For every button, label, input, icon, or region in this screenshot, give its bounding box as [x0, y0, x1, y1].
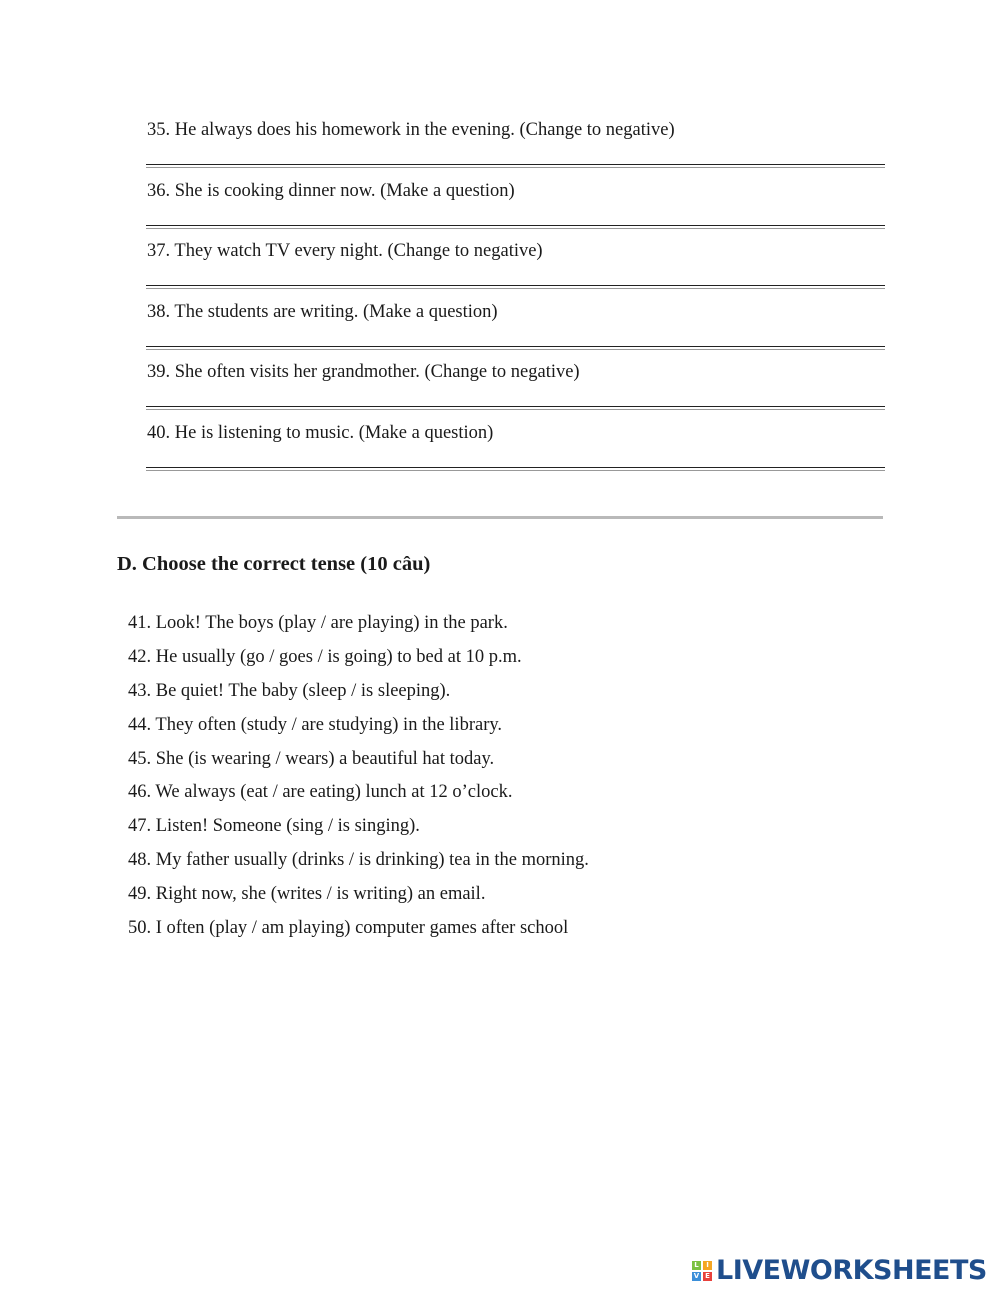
tense-item-49: 49. Right now, she (writes / is writing) an email. [128, 884, 486, 905]
exercise-39-question: 39. She often visits her grandmother. (Change to negative) [147, 362, 580, 382]
exercise-40-question: 40. He is listening to music. (Make a question) [147, 422, 494, 443]
logo-letter-v: V [693, 1272, 700, 1280]
exercise-38 [146, 301, 885, 361]
exercise-36-answer-line[interactable] [146, 225, 885, 229]
tense-item-42: 42. He usually (go / goes / is going) to bed at 10 p.m. [128, 646, 522, 667]
tense-item-46: 46. We always (eat / are eating) lunch at 12 o’clock. [128, 782, 513, 803]
exercise-40-answer-line[interactable] [146, 467, 885, 471]
logo-letter-l: L [692, 1261, 701, 1270]
logo-letter-i: I [703, 1261, 712, 1270]
tense-item-47: 47. Listen! Someone (sing / is singing). [128, 816, 420, 837]
exercise-36-question: 36. She is cooking dinner now. (Make a question) [147, 180, 515, 201]
exercise-38-question: 38. The students are writing. (Make a question) [147, 301, 498, 322]
tense-item-44: 44. They often (study / are studying) in the library. [128, 714, 503, 735]
liveworksheets-logo [692, 1256, 987, 1286]
exercise-35-question: 35. He always does his homework in the evening. (Change to negative) [147, 120, 675, 140]
exercise-40 [146, 422, 885, 482]
tense-item-48: 48. My father usually (drinks / is drinking) tea in the morning. [128, 850, 589, 871]
exercise-39 [146, 361, 885, 421]
exercise-37-question: 37. They watch TV every night. (Change to negative) [147, 241, 543, 261]
exercise-35-answer-line[interactable] [146, 164, 885, 168]
exercise-38-answer-line[interactable] [146, 346, 885, 350]
exercise-36 [146, 180, 885, 240]
exercise-37 [146, 240, 885, 300]
tense-item-45: 45. She (is wearing / wears) a beautiful hat today. [128, 748, 495, 769]
exercise-37-answer-line[interactable] [146, 285, 885, 289]
logo-grid-icon [692, 1261, 712, 1281]
exercise-35 [146, 119, 885, 179]
section-d-list [128, 612, 589, 951]
exercise-39-answer-line[interactable] [146, 406, 885, 410]
tense-item-41: 41. Look! The boys (play / are playing) in the park. [128, 613, 508, 633]
tense-item-50: 50. I often (play / am playing) computer games after school [128, 918, 569, 939]
section-divider [117, 516, 883, 519]
section-d-heading: D. Choose the correct tense (10 câu) [117, 553, 431, 575]
brand-name: LIVEWORKSHEETS [716, 1255, 987, 1286]
tense-item-43: 43. Be quiet! The baby (sleep / is sleeping). [128, 680, 451, 701]
logo-letter-e: E [703, 1272, 712, 1281]
